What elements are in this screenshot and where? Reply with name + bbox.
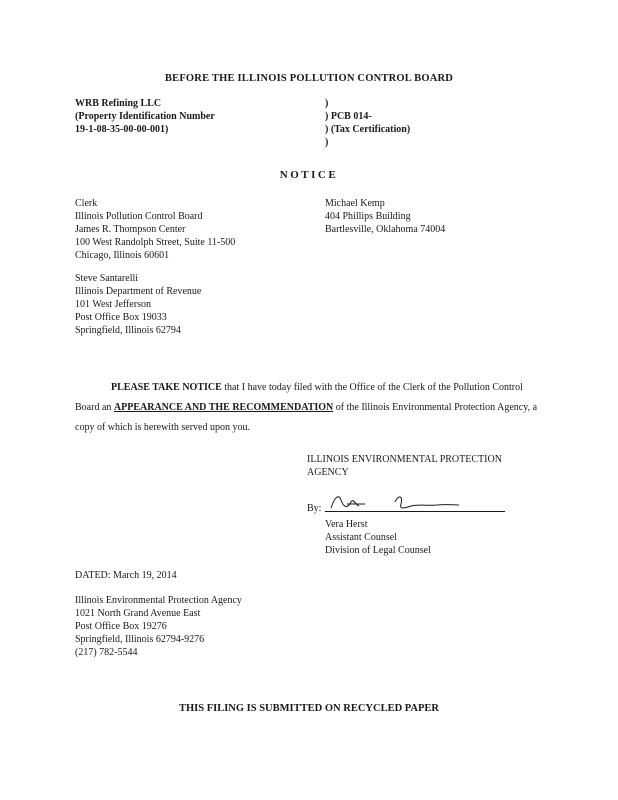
address-line: Post Office Box 19033 [75, 312, 167, 323]
filed-document-title: APPEARANCE AND THE RECOMMENDATION [113, 402, 334, 413]
caption-party-line: (Property Identification Number [75, 111, 215, 122]
address-line: Post Office Box 19276 [75, 621, 167, 632]
notice-body-paragraph [75, 378, 545, 438]
address-line: 101 West Jefferson [75, 299, 152, 310]
address-line: (217) 782-5544 [75, 647, 138, 658]
notice-title: NOTICE [279, 169, 339, 181]
address-line: Illinois Pollution Control Board [75, 211, 203, 222]
document-heading: BEFORE THE ILLINOIS POLLUTION CONTROL BOARD [164, 73, 454, 84]
address-line: Michael Kemp [325, 198, 385, 209]
recipient-clerk-address [75, 197, 235, 262]
caption-party-line: 19-1-08-35-00-00-001) [75, 124, 169, 135]
signer-title: Assistant Counsel [325, 532, 397, 543]
signer-details [325, 518, 431, 557]
address-line: Illinois Department of Revenue [75, 286, 202, 297]
address-line: 100 West Randolph Street, Suite 11-500 [75, 237, 236, 248]
agency-name-line: ILLINOIS ENVIRONMENTAL PROTECTION [307, 454, 502, 465]
address-line: Bartlesville, Oklahoma 74004 [325, 224, 446, 235]
dated-line: DATED: March 19, 2014 [75, 570, 177, 581]
agency-name-line: AGENCY [307, 467, 349, 478]
recipient-santarelli-address [75, 272, 201, 337]
address-line: 1021 North Grand Avenue East [75, 608, 201, 619]
signature-line [325, 511, 505, 512]
recycled-paper-footer: THIS FILING IS SUBMITTED ON RECYCLED PAPER [178, 703, 440, 714]
address-line: Steve Santarelli [75, 273, 139, 284]
caption-number-line: ) PCB 014- [325, 111, 372, 122]
case-caption-number [325, 97, 475, 149]
body-text: of the Illinois Environmental Protection Agency, a copy of which is herewith served upon you. [75, 402, 538, 433]
caption-number-line: ) (Tax Certification) [325, 124, 411, 135]
please-take-notice-lead: PLEASE TAKE NOTICE [111, 382, 222, 393]
address-line: Springfield, Illinois 62794 [75, 325, 181, 336]
recipient-kemp-address [325, 197, 445, 236]
address-line: Chicago, Illinois 60601 [75, 250, 170, 261]
case-caption-parties [75, 97, 325, 136]
by-label: By: [307, 503, 322, 514]
address-line: Illinois Environmental Protection Agency [75, 595, 242, 606]
signature-block [307, 453, 537, 479]
signer-name: Vera Herst [325, 519, 368, 530]
agency-address [75, 594, 242, 659]
caption-party-line: WRB Refining LLC [75, 98, 162, 109]
address-line: Springfield, Illinois 62794-9276 [75, 634, 205, 645]
signer-division: Division of Legal Counsel [325, 545, 431, 556]
caption-number-line: ) [325, 137, 329, 148]
address-line: James R. Thompson Center [75, 224, 186, 235]
handwritten-signature [325, 490, 465, 516]
address-line: 404 Phillips Building [325, 211, 411, 222]
address-line: Clerk [75, 198, 98, 209]
body-text: that I have today filed with the Office of the Clerk of the Pollution Control Board an [75, 382, 523, 413]
caption-number-line: ) [325, 98, 329, 109]
